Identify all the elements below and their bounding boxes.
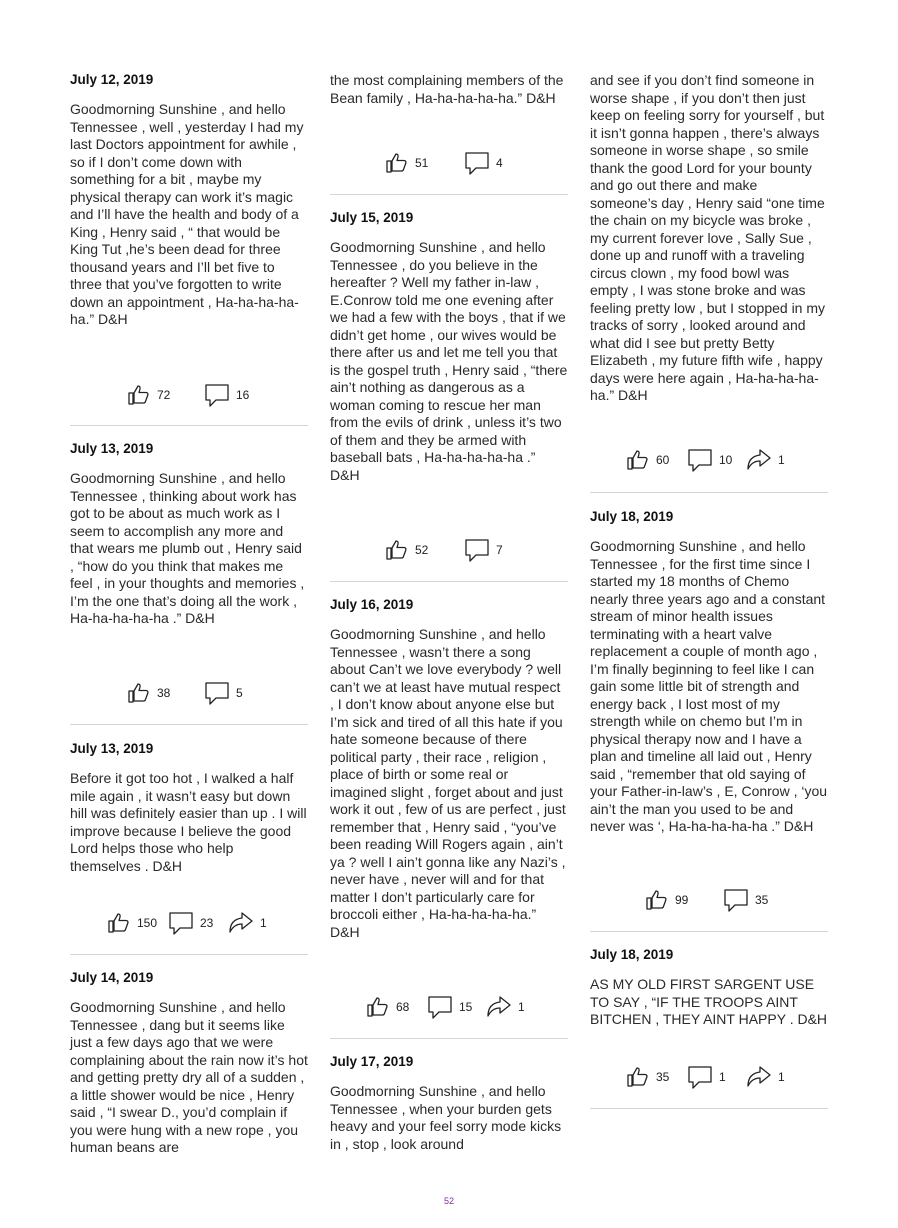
- comment-count: 16: [236, 388, 250, 402]
- post-stats: [70, 678, 308, 708]
- comment-count: 10: [719, 453, 733, 467]
- share-button[interactable]: [486, 992, 525, 1022]
- comment-button[interactable]: [427, 992, 472, 1022]
- post-date: July 14, 2019: [70, 970, 154, 985]
- post-date: July 15, 2019: [330, 210, 414, 225]
- post-stats: [590, 885, 828, 915]
- share-count: 1: [778, 1070, 785, 1084]
- like-icon: [626, 1065, 650, 1089]
- share-icon: [746, 1064, 772, 1090]
- divider: [590, 931, 828, 932]
- like-icon: [385, 538, 409, 562]
- like-button[interactable]: [385, 535, 428, 565]
- comment-button[interactable]: [687, 445, 732, 475]
- like-button[interactable]: [626, 1062, 669, 1092]
- like-button[interactable]: [127, 380, 170, 410]
- comment-icon: [204, 680, 230, 706]
- like-icon: [107, 911, 131, 935]
- share-icon: [486, 994, 512, 1020]
- like-count: 38: [157, 686, 171, 700]
- like-count: 99: [675, 893, 689, 907]
- divider: [70, 724, 308, 725]
- like-count: 51: [415, 156, 429, 170]
- post-stats: [70, 380, 308, 410]
- comment-count: 35: [755, 893, 769, 907]
- post-text-continued: the most complaining members of the Bean family , Ha-ha-ha-ha-ha.” D&H: [330, 72, 564, 106]
- post-text-continued: and see if you don’t find someone in worse shape , if you don’t then just keep on feeling sorry for yourself , but it isn’t gonna happen , there’s always someone in worse shape , so smile thank the good Lord for your bounty and go out there and make someone’s day , Henry said “one time the chain on my bicycle was broke , my current forever love , Sally Sue , done up and runoff with a traveling circus clown , my food bowl was empty , I was stone broke and was feeling pretty low , but I stopped in my tracks of sorry , looked around and what did I see but pretty Betty Elizabeth , my future fifth wife , happy days were here again , Ha-ha-ha-ha-ha.” D&H: [590, 72, 826, 403]
- like-icon: [385, 151, 409, 175]
- divider: [70, 425, 308, 426]
- like-count: 150: [137, 916, 158, 930]
- comment-icon: [687, 1064, 713, 1090]
- post-stats: [70, 908, 308, 938]
- comment-icon: [464, 537, 490, 563]
- divider: [590, 492, 828, 493]
- comment-count: 4: [496, 156, 503, 170]
- post-text: AS MY OLD FIRST SARGENT USE TO SAY , “IF THE TROOPS AINT BITCHEN , THEY AINT HAPPY . D&H: [590, 976, 828, 1027]
- comment-button[interactable]: [464, 535, 503, 565]
- like-count: 52: [415, 543, 429, 557]
- like-count: 35: [656, 1070, 670, 1084]
- like-icon: [645, 888, 669, 912]
- share-icon: [228, 910, 254, 936]
- comment-button[interactable]: [687, 1062, 726, 1092]
- post-text: Goodmorning Sunshine , and hello Tennessee , when your burden gets heavy and your feel sorry mode kicks in , stop , look around: [330, 1083, 562, 1152]
- like-button[interactable]: [366, 992, 409, 1022]
- comment-icon: [687, 447, 713, 473]
- comment-count: 15: [459, 1000, 473, 1014]
- post-text: Before it got too hot , I walked a half mile again , it wasn’t easy but down hill was definitely easier than up . I will improve because I believe the good Lord helps those who help themselves . D&H: [70, 770, 307, 874]
- comment-button[interactable]: [464, 148, 503, 178]
- post-stats: [330, 148, 568, 178]
- post-date: July 13, 2019: [70, 441, 154, 456]
- divider: [70, 954, 308, 955]
- comment-button[interactable]: [204, 380, 249, 410]
- comment-button[interactable]: [168, 908, 213, 938]
- share-count: 1: [260, 916, 267, 930]
- post-date: July 12, 2019: [70, 72, 154, 87]
- share-count: 1: [518, 1000, 525, 1014]
- like-icon: [366, 995, 390, 1019]
- like-count: 60: [656, 453, 670, 467]
- page-number: 52: [443, 1196, 454, 1206]
- post-date: July 18, 2019: [590, 947, 674, 962]
- post-date: July 18, 2019: [590, 509, 674, 524]
- post-stats: [330, 535, 568, 565]
- divider: [330, 194, 568, 195]
- share-icon: [746, 447, 772, 473]
- post-text: Goodmorning Sunshine , and hello Tennessee , do you believe in the hereafter ? Well my father in-law , E.Conrow told me one evening after we had a few with the boys , that if we didn’t get home , our wives would be there after us and let me tell you that is the gospel truth , Henry said , “there ain’t nothing as dangerous as a woman coming to rescue her man from the evils of drink , unless it’s two of them and they be armed with baseball bats , Ha-ha-ha-ha-ha .” D&H: [330, 239, 568, 483]
- like-button[interactable]: [626, 445, 669, 475]
- share-button[interactable]: [228, 908, 267, 938]
- share-count: 1: [778, 453, 785, 467]
- comment-icon: [723, 887, 749, 913]
- comment-icon: [427, 994, 453, 1020]
- post-stats: [590, 445, 828, 475]
- like-icon: [127, 681, 151, 705]
- like-icon: [626, 448, 650, 472]
- like-button[interactable]: [385, 148, 428, 178]
- like-button[interactable]: [645, 885, 688, 915]
- comment-icon: [464, 150, 490, 176]
- post-stats: [590, 1062, 828, 1092]
- comment-count: 1: [719, 1070, 726, 1084]
- post-stats: [330, 992, 568, 1022]
- share-button[interactable]: [746, 1062, 785, 1092]
- like-count: 72: [157, 388, 171, 402]
- post-text: Goodmorning Sunshine , and hello Tennessee , wasn’t there a song about Can’t we love everybody ? well can’t we at least have mutual respect , I don’t know about anyone else but I’m sick and tired of all this hate if you hate someone because of there political party , their race , religion , place of birth or some real or imagined slight , forget about and just work it out , few of us are perfect , just remember that , Henry said , “you’ve been reading Will Rogers again , ain’t ya ? well I ain’t gonna like any Nazi’s , never have , never will and for that matter I don’t particularly care for broccoli either , Ha-ha-ha-ha-ha.” D&H: [330, 626, 566, 940]
- post-text: Goodmorning Sunshine , and hello Tennessee , for the first time since I started my 18 months of Chemo nearly three years ago and a constant stream of minor health issues terminating with a heart valve replacement a couple of month ago , I’m finally beginning to feel like I can gain some little bit of strength and energy back , I lost most of my strength while on chemo but I’m in physical therapy now and I have a plan and timeline all laid out , Henry said , “remember that old saying of your Father-in-law’s , E, Conrow , ‘you ain’t the man you used to be and never was ‘, Ha-ha-ha-ha-ha .” D&H: [590, 538, 828, 834]
- comment-count: 5: [236, 686, 243, 700]
- divider: [330, 581, 568, 582]
- post-text: Goodmorning Sunshine , and hello Tennessee , thinking about work has got to be about as much work as I seem to accomplish any more and that wears me plumb out , Henry said , “how do you think that makes me feel , in your thoughts and memories , I’m the one that’s doing all the work , Ha-ha-ha-ha-ha .” D&H: [70, 470, 305, 626]
- post-text: Goodmorning Sunshine , and hello Tennessee , dang but it seems like just a few days ago that we were complaining about the rain now it’s hot and getting pretty dry all of a sudden , a little shower would be nice , Henry said , “I swear D., you’d complain if you were hung with a new rope , you human beans are: [70, 999, 308, 1155]
- comment-count: 7: [496, 543, 503, 557]
- post-date: July 17, 2019: [330, 1054, 414, 1069]
- comment-icon: [168, 910, 194, 936]
- comment-count: 23: [200, 916, 214, 930]
- post-date: July 16, 2019: [330, 597, 414, 612]
- comment-button[interactable]: [204, 678, 243, 708]
- comment-icon: [204, 382, 230, 408]
- comment-button[interactable]: [723, 885, 768, 915]
- divider: [330, 1038, 568, 1039]
- post-date: July 13, 2019: [70, 741, 154, 756]
- share-button[interactable]: [746, 445, 785, 475]
- divider: [590, 1108, 828, 1109]
- post-text: Goodmorning Sunshine , and hello Tennessee , well , yesterday I had my last Doctors appointment for awhile , so if I don’t come down with something for a bit , maybe my physical therapy can work it’s magic and I’ll have the health and body of a King , Henry said , “ that would be King Tut ,he’s been dead for three thousand years and I’ll bet five to three that you’ve forgotten to write down an appointment , Ha-ha-ha-ha-ha.” D&H: [70, 101, 304, 327]
- like-icon: [127, 383, 151, 407]
- like-button[interactable]: [127, 678, 170, 708]
- like-count: 68: [396, 1000, 410, 1014]
- like-button[interactable]: [107, 908, 157, 938]
